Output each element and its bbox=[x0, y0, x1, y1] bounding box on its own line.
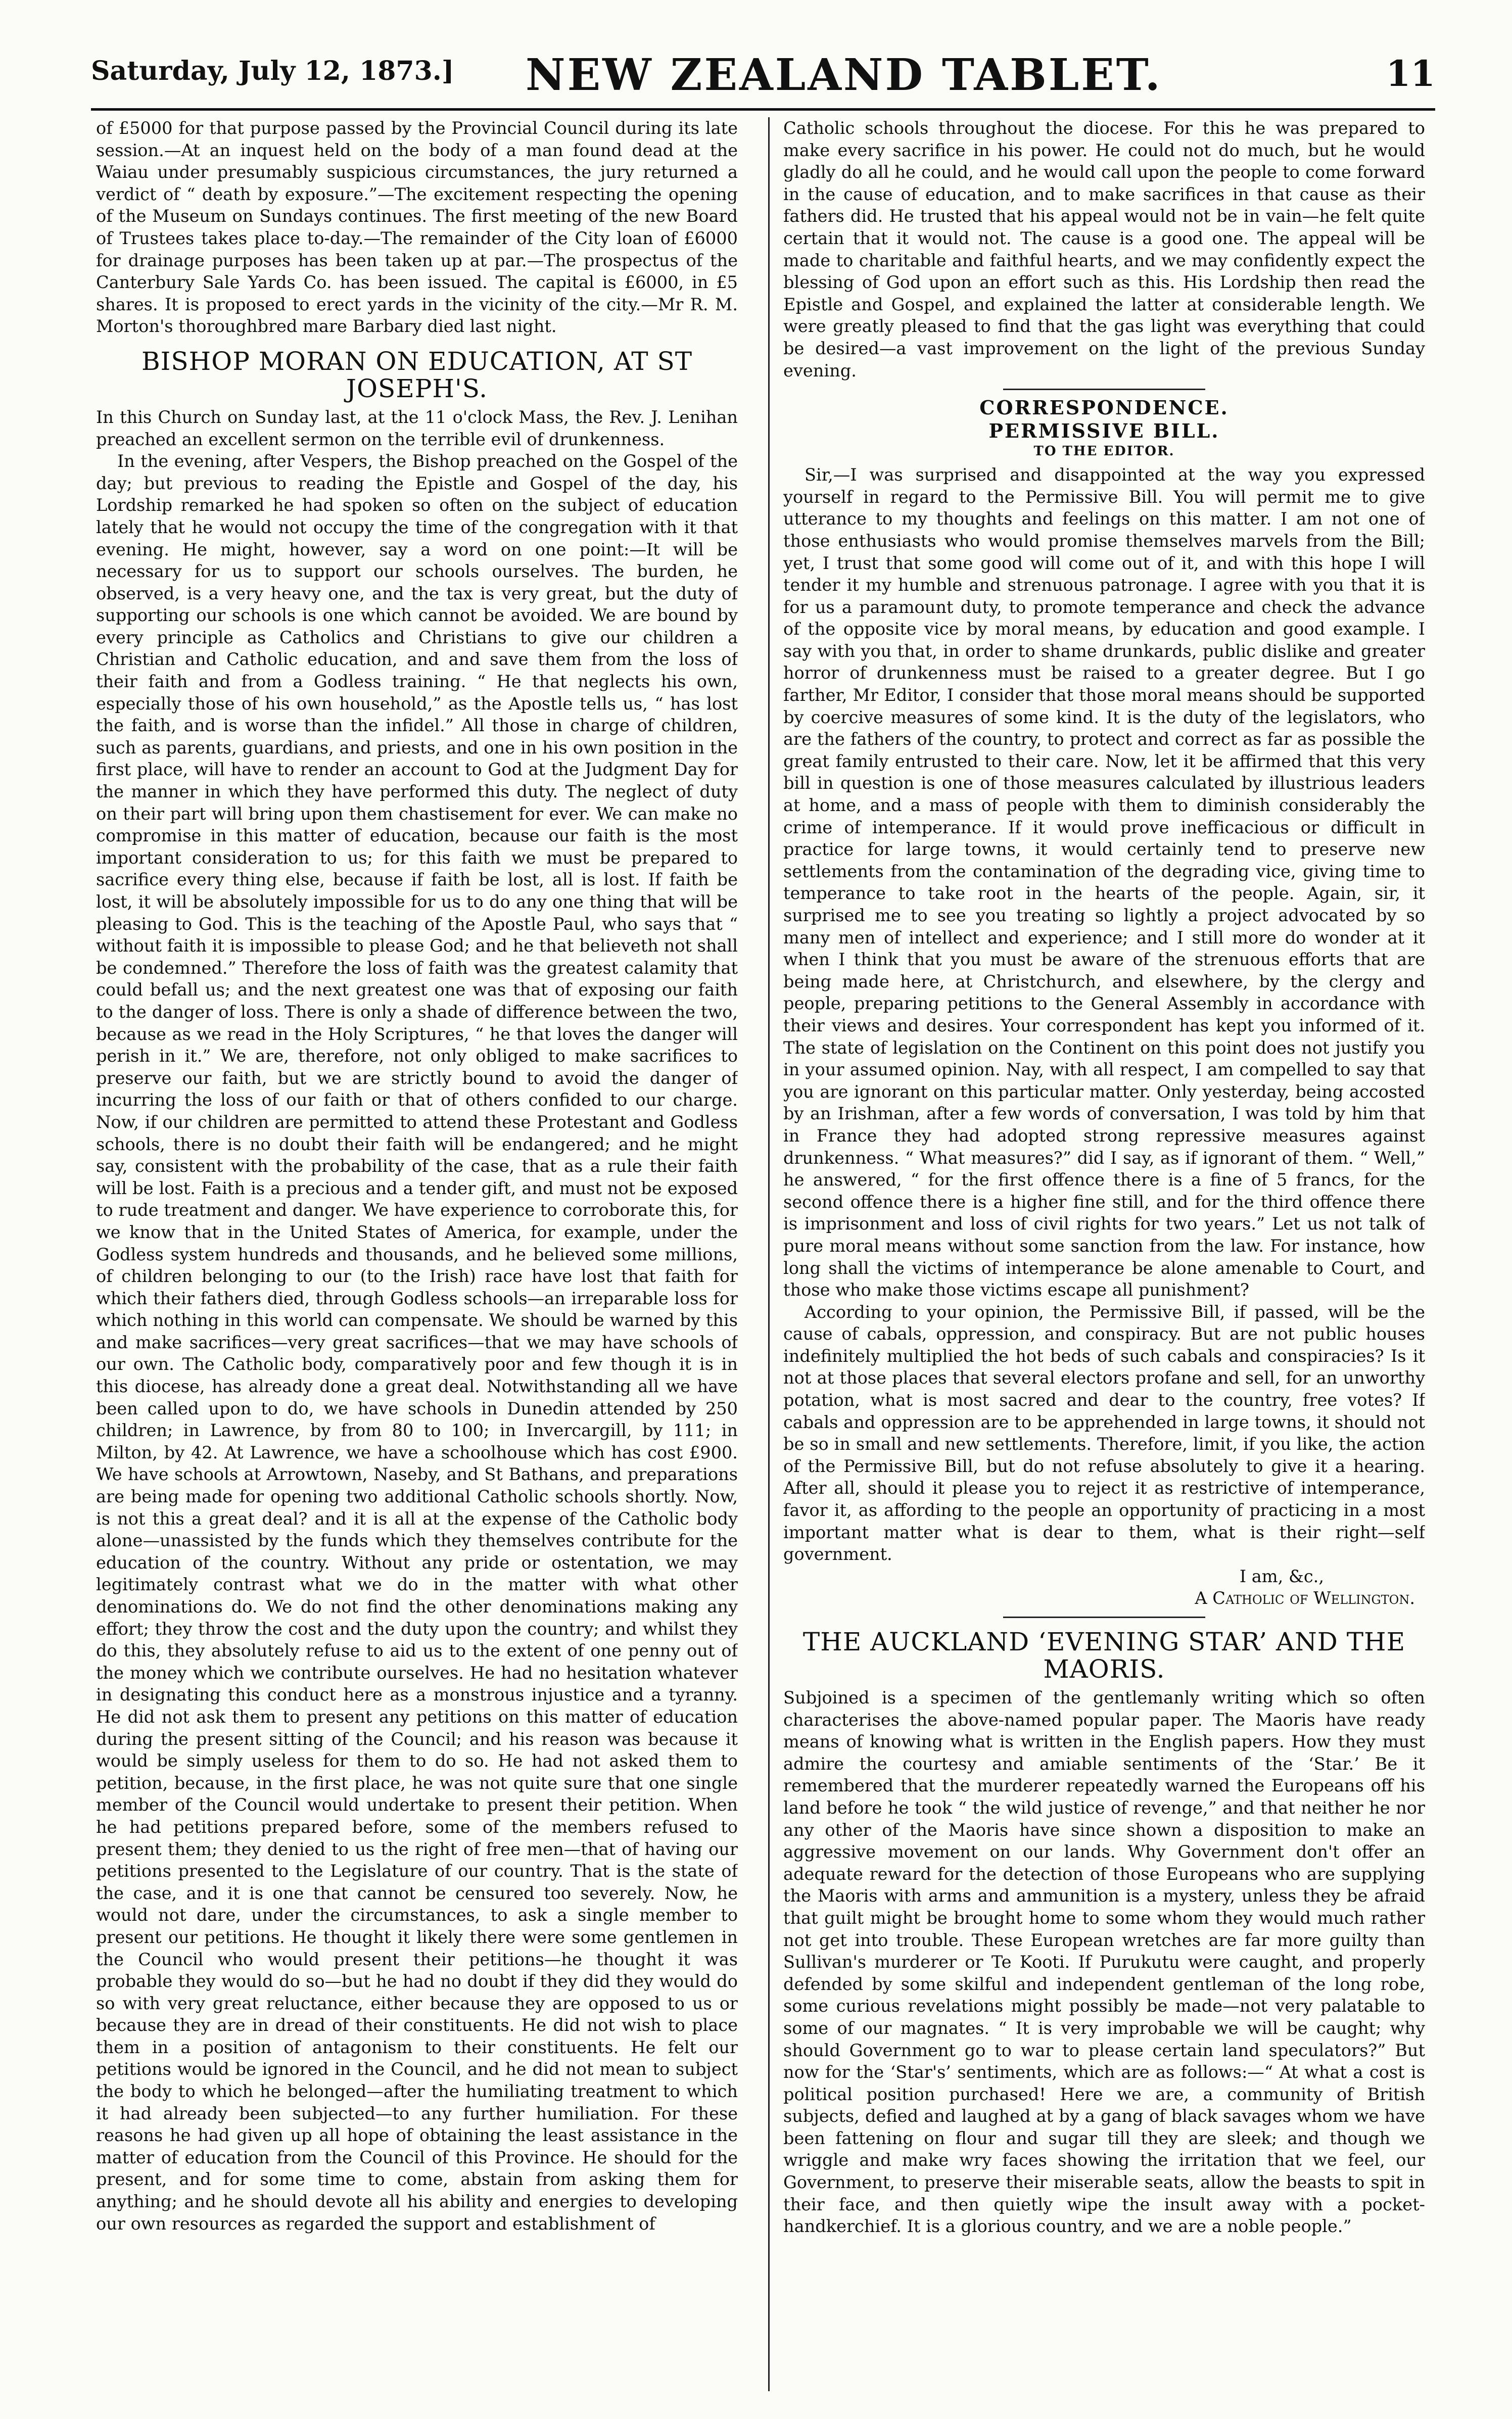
page-number: 11 bbox=[1386, 53, 1435, 94]
newspaper-title: NEW ZEALAND TABLET. bbox=[526, 50, 1162, 101]
section-rule bbox=[1003, 389, 1205, 390]
article-intro: In this Church on Sunday last, at the 11 o'clock Mass, the Rev. J. Lenihan preached an excellent sermon on the terrible evil of drunkenness. bbox=[96, 407, 738, 449]
correspondence-heading: CORRESPONDENCE. bbox=[979, 396, 1229, 419]
letter-paragraph-1: Sir,—I was surprised and disappointed at the way you expressed yourself in regard to the Permissive Bill. You will permit me to give utterance to my thoughts and feelings on this matter. I am not one of those enthusiasts who would promise themselves marvels from the Bill; yet, I trust that some good will come out of it, and with this hope I will tender it my humble and strenuous patronage. I agree with you that it is for us a paramount duty, to promote temperance and check the advance of the opposite vice by moral means, by education and good example. I say with you that, in order to shame drunkards, public dislike and greater horror of drunkenness must be raised to a greater degree. But I go farther, Mr Editor, I consider that those moral means should be supported by coercive measures of some kind. It is the duty of the legislators, who are the fathers of the country, to protect and correct as far as possible the great family entrusted to their care. Now, let it be affirmed that this very bill in question is one of those measures calculated by illustrious leaders at home, and a mass of people with them to diminish considerably the crime of intemperance. If it would prove inefficacious or difficult in practice for large towns, it would certainly tend to preserve new settlements from the contamination of the degrading vice, giving time to temperance to take root in the hearts of the people. Again, sir, it surprised me to see you treating so lightly a project advocated by so many men of intellect and experience; and I still more do wonder at it when I think that you must be aware of the strenuous efforts that are being made here, at Christchurch, and elsewhere, by the clergy and people, preparing petitions to the General Assembly in accordance with their views and desires. Your correspondent has kept you informed of it. The state of legislation on the Continent on this point does not justify you in your assumed opinion. Nay, with all respect, I am compelled to say that you are ignorant on this particular matter. Only yesterday, being accosted by an Irishman, after a few words of conversation, I was told by him that in France they had adopted strong repressive measures against drunkenness. “ What measures?” did I say, as if ignorant of them. “ Well,” he answered, “ for the first offence there is a fine of 5 francs, for the second offence there is a higher fine still, and for the third offence there is imprisonment and loss of civil rights for two years.” Let us not talk of pure moral means without some sanction from the law. For instance, how long shall the victims of intemperance be alone amenable to Court, and those who make those victims escape all punishment? bbox=[783, 465, 1425, 1300]
column-divider bbox=[768, 117, 770, 2391]
article-continuation: Catholic schools throughout the diocese. For this he was prepared to make every sacrifice in his power. He could not do much, but he would gladly do all he could, and he would call upon the people to come forward in the cause of education, and to make sacrifices in that cause as their fathers did. He trusted that his appeal would not be in vain—he felt quite certain that it would not. The cause is a good one. The appeal will be made to charitable and faithful hearts, and we may confidently expect the blessing of God upon an effort such as this. His Lordship then read the Epistle and Gospel, and explained the latter at considerable length. We were greatly pleased to find that the gas light was everything that could be desired—a vast improvement on the light of the previous Sunday evening. bbox=[783, 118, 1425, 381]
masthead bbox=[91, 50, 1435, 115]
news-paragraph: of £5000 for that purpose passed by the Provincial Council during its late session.—At an inquest held on the body of a man found dead at the Waiau under presumably suspicious circumstances, the jury returned a verdict of “ death by exposure.”—The excitement respecting the opening of the Museum on Sundays continues. The first meeting of the new Board of Trustees takes place to-day.—The remainder of the City loan of £6000 for drainage purposes has been taken up at par.—The prospectus of the Canterbury Sale Yards Co. has been issued. The capital is £6000, in £5 shares. It is proposed to erect yards in the vicinity of the city.—Mr R. M. Morton's thoroughbred mare Barbary died last night. bbox=[96, 118, 738, 337]
letter-signature: A Catholic of Wellington. bbox=[1195, 1588, 1415, 1608]
article-body: In the evening, after Vespers, the Bishop preached on the Gospel of the day; but previous to reading the Epistle and Gospel of the day, his Lordship remarked he had spoken so often on the subject of education lately that he would not occupy the time of the congregation with it that evening. He might, however, say a word on one point:—It will be necessary for us to support our schools ourselves. The burden, he observed, is a very heavy one, and the tax is very great, but the duty of supporting our schools is one which cannot be avoided. We are bound by every principle as Catholics and Christians to give our children a Christian and Catholic education, and and save them from the loss of their faith and from a Godless training. “ He that neglects his own, especially those of his own household,” as the Apostle tells us, “ has lost the faith, and is worse than the infidel.” All those in charge of children, such as parents, guardians, and priests, and one in his own position in the first place, will have to render an account to God at the Judgment Day for the manner in which they have performed this duty. The neglect of duty on their part will bring upon them chastisement for ever. We can make no compromise in this matter of education, because our faith is the most important consideration to us; for this faith we must be prepared to sacrifice every thing else, because if faith be lost, all is lost. If faith be lost, it will be absolutely impossible for us to do any one thing that will be pleasing to God. This is the teaching of the Apostle Paul, who says that “ without faith it is impossible to please God; and he that believeth not shall be condemned.” Therefore the loss of faith was the greatest calamity that could befall us; and the next greatest one was that of exposing our faith to the danger of loss. There is only a shade of difference between the two, because as we read in the Holy Scriptures, “ he that loves the danger will perish in it.” We are, therefore, not only obliged to make sacrifices to preserve our faith, but we are strictly bound to avoid the danger of incurring the loss of our faith or that of others confided to our charge. Now, if our children are permitted to attend these Protestant and Godless schools, there is no doubt their faith will be endangered; and he might say, consistent with the probability of the case, that as a rule their faith will be lost. Faith is a precious and a tender gift, and must not be exposed to rude treatment and danger. We have experience to corroborate this, for we know that in the United States of America, for example, under the Godless system hundreds and thousands, and he believed some millions, of children belonging to our (to the Irish) race have lost that faith for which their fathers died, through Godless schools—an irreparable loss for which nothing in this world can compensate. We should be warned by this and make sacrifices—very great sacrifices—that we may have schools of our own. The Catholic body, comparatively poor and few though it is in this diocese, has already done a great deal. Notwithstanding all we have been called upon to do, we have schools in Dunedin attended by 250 children; in Lawrence, by from 80 to 100; in Invercargill, by 111; in Milton, by 42. At Lawrence, we have a schoolhouse which has cost £900. We have schools at Arrowtown, Naseby, and St Bathans, and preparations are being made for opening two additional Catholic schools shortly. Now, is not this a great deal? and it is all at the expense of the Catholic body alone—unassisted by the funds which they themselves contribute for the education of the country. Without any pride or ostentation, we may legitimately contrast what we do in the matter with what other denominations do. We do not find the other denominations making any effort; they throw the cost and the duty upon the country; and whilst they do this, they absolutely refuse to aid us to the extent of one penny out of the money which we contribute ourselves. He had no hesitation whatever in designating this conduct here as a monstrous injustice and a tyranny. He did not ask them to present any petitions on this matter of education during the present sitting of the Council; and his reason was because it would be simply useless for them to do so. He had not asked them to petition, because, in the first place, he was not quite sure that one single member of the Council would undertake to present their petition. When he had petitions prepared before, some of the members refused to present them; they denied to us the right of free men—that of having our petitions presented to the Legislature of our country. That is the state of the case, and it is one that cannot be censured too severely. Now, he would not dare, under the circumstances, to ask a single member to present our petitions. He thought it likely there were some gentlemen in the Council who would present their petitions—he thought it was probable they would do so—but he had no doubt if they did they would do so with very great reluctance, either because they are opposed to us or because they are in dread of their constituents. He did not wish to place them in a position of antagonism to their constituents. He felt our petitions would be ignored in the Council, and he did not mean to subject the body to which he belonged—after the humiliating treatment to which it had already been subjected—to any further humiliation. For these reasons he had given up all hope of obtaining the least assistance in the matter of education from the Council of this Province. He should for the present, and for some time to come, abstain from asking them for anything; and he should devote all his ability and energies to developing our own resources as regarded the support and establishment of bbox=[96, 451, 738, 2234]
section-rule-2 bbox=[1003, 1617, 1205, 1618]
right-column bbox=[783, 117, 1425, 2391]
letter-paragraph-2: According to your opinion, the Permissive Bill, if passed, will be the cause of cabals, oppression, and conspiracy. But are not public houses indefinitely multiplied the hot beds of such cabals and conspiracies? Is it not at those places that several electors profane and sell, for an unworthy potation, what is most sacred and dear to the country, free votes? If cabals and oppression are to be apprehended in large towns, it should not be so in small and new settlements. Therefore, limit, if you like, the action of the Permissive Bill, but do not refuse absolutely to give it a hearing. After all, should it please you to reject it as restrictive of intemperance, favor it, as affording to the people an opportunity of practicing in a most important matter what is dear to them, what is their right—self government. bbox=[783, 1302, 1425, 1564]
permissive-bill-heading: PERMISSIVE BILL. bbox=[988, 419, 1220, 443]
issue-date: Saturday, July 12, 1873.] bbox=[91, 56, 454, 86]
article-heading-bishop-moran: BISHOP MORAN ON EDUCATION, AT ST JOSEPH'S. bbox=[141, 346, 693, 403]
to-the-editor: TO THE EDITOR. bbox=[1033, 444, 1175, 459]
masthead-rule bbox=[91, 108, 1435, 111]
auckland-body: Subjoined is a specimen of the gentlemanly writing which so often characterises the above-named popular paper. The Maoris have ready means of knowing what is written in the English papers. How they must admire the courtesy and amiable sentiments of the ‘Star.’ Be it remembered that the murderer repeatedly warned the Europeans off his land before he took “ the wild justice of revenge,” and that neither he nor any other of the Maoris have since shown a disposition to make an aggressive movement on our lands. Why Government don't offer an adequate reward for the detection of those Europeans who are supplying the Maoris with arms and ammunition is a mystery, unless they be afraid that guilt might be brought home to some whom they would much rather not get into trouble. These European wretches are far more guilty than Sullivan's murderer or Te Kooti. If Purukutu were caught, and properly defended by some skilful and independent gentleman of the long robe, some curious revelations might possibly be made—not very palatable to some of our magnates. “ It is very improbable we will be caught; why should Government go to war to please certain land speculators?” But now for the ‘Star's’ sentiments, which are as follows:—“ At what a cost is political position purchased! Here we are, a community of British subjects, defied and laughed at by a gang of black savages whom we have been fattening on flour and sugar till they are sleek; and though we wriggle and make wry faces showing the irritation that we feel, our Government, to preserve their miserable seats, allow the beasts to spit in their face, and then quietly wipe the insult away with a pocket-handkerchief. It is a glorious country, and we are a noble people.” bbox=[783, 1688, 1425, 2237]
auckland-heading: THE AUCKLAND ‘EVENING STAR’ AND THE MAORIS. bbox=[802, 1627, 1406, 1684]
letter-closing: I am, &c., bbox=[1239, 1566, 1324, 1586]
left-column bbox=[96, 117, 738, 2391]
